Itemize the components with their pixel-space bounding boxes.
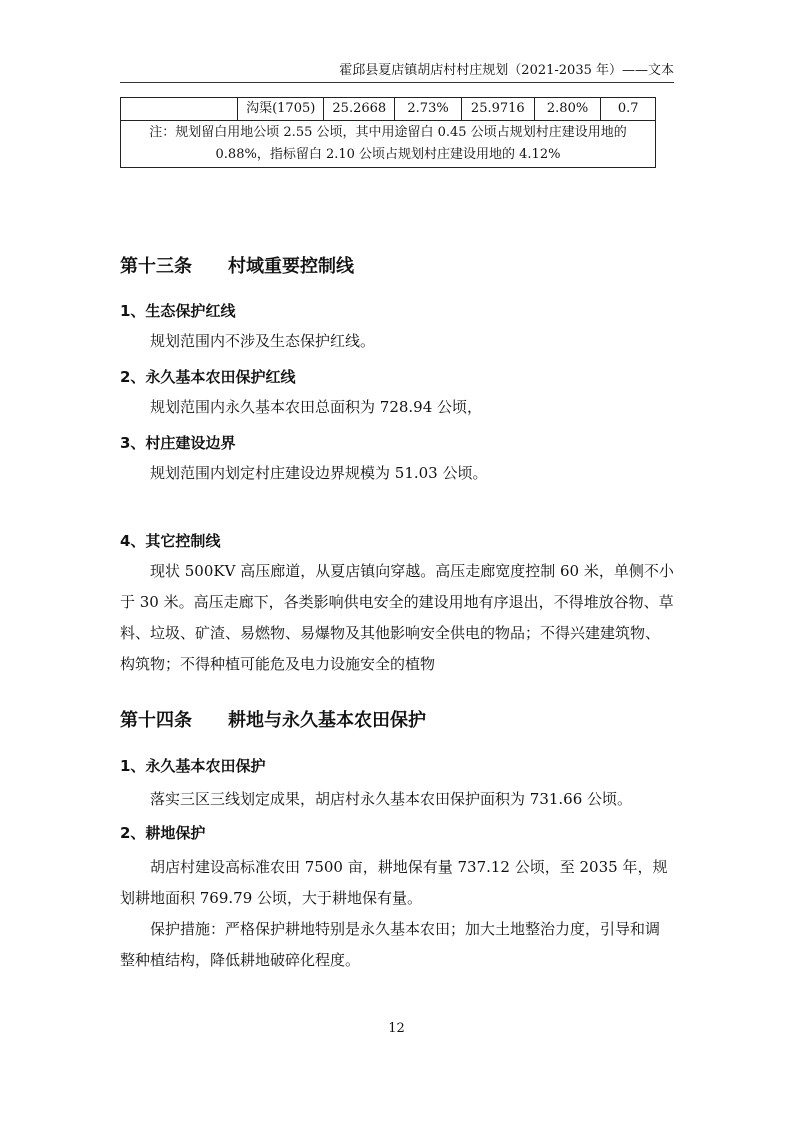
paragraph: 现状 500KV 高压廊道，从夏店镇向穿越。高压走廊宽度控制 60 米，单侧不小于 30 米。高压走廊下，各类影响供电安全的建设用地有序退出，不得堆放谷物、草料、垃圾、矿渣、易燃物、易爆物及其他影响安全供电的物品；不得兴建建筑物、构筑物；不得种植可能危及电力设施安全的植物: [120, 562, 674, 673]
paragraph: 规划范围内永久基本农田总面积为 728.94 公顷，: [150, 398, 483, 416]
section-number: 第十四条: [120, 710, 192, 731]
table-note: 注：规划留白用地公顷 2.55 公顷，其中用途留白 0.45 公顷占规划村庄建设用地的 0.88%，指标留白 2.10 公顷占规划村庄建设用地的 4.12%: [121, 121, 656, 168]
table-cell: 沟渠(1705): [238, 98, 324, 121]
table-cell: 2.80%: [534, 98, 601, 121]
section-14-heading: [120, 706, 426, 732]
page-number: 12: [388, 1021, 405, 1036]
subheading: 1、永久基本农田保护: [120, 757, 266, 775]
subheading: 2、永久基本农田保护红线: [120, 368, 296, 386]
paragraph: 规划范围内不涉及生态保护红线。: [150, 332, 376, 350]
section-title: 耕地与永久基本农田保护: [228, 710, 426, 731]
section-title: 村域重要控制线: [228, 256, 354, 277]
paragraph: 落实三区三线划定成果，胡店村永久基本农田保护面积为 731.66 公顷。: [150, 790, 633, 808]
subheading: 3、村庄建设边界: [120, 434, 236, 452]
section-13-heading: [120, 252, 354, 278]
table-cell: 25.2668: [324, 98, 395, 121]
subheading: 2、耕地保护: [120, 824, 206, 842]
table-cell: 2.73%: [395, 98, 462, 121]
subheading: 4、其它控制线: [120, 532, 221, 550]
paragraph: 规划范围内划定村庄建设边界规模为 51.03 公顷。: [150, 464, 488, 482]
subheading: 1、生态保护红线: [120, 302, 236, 320]
paragraph: 胡店村建设高标准农田 7500 亩，耕地保有量 737.12 公顷，至 2035 年，规划耕地面积 769.79 公顷，大于耕地保有量。: [120, 858, 668, 907]
running-header: 霍邱县夏店镇胡店村村庄规划（2021-2035 年）——文本: [120, 62, 674, 83]
table-cell: 25.9716: [461, 98, 534, 121]
table-row: [121, 121, 656, 168]
section-number: 第十三条: [120, 256, 192, 277]
table-row: [121, 98, 656, 121]
paragraph: 保护措施：严格保护耕地特别是永久基本农田；加大土地整治力度，引导和调整种植结构，降低耕地破碎化程度。: [120, 920, 661, 969]
table-cell: [121, 98, 238, 121]
land-use-table-fragment: [120, 97, 656, 168]
table-cell: 0.7: [601, 98, 656, 121]
